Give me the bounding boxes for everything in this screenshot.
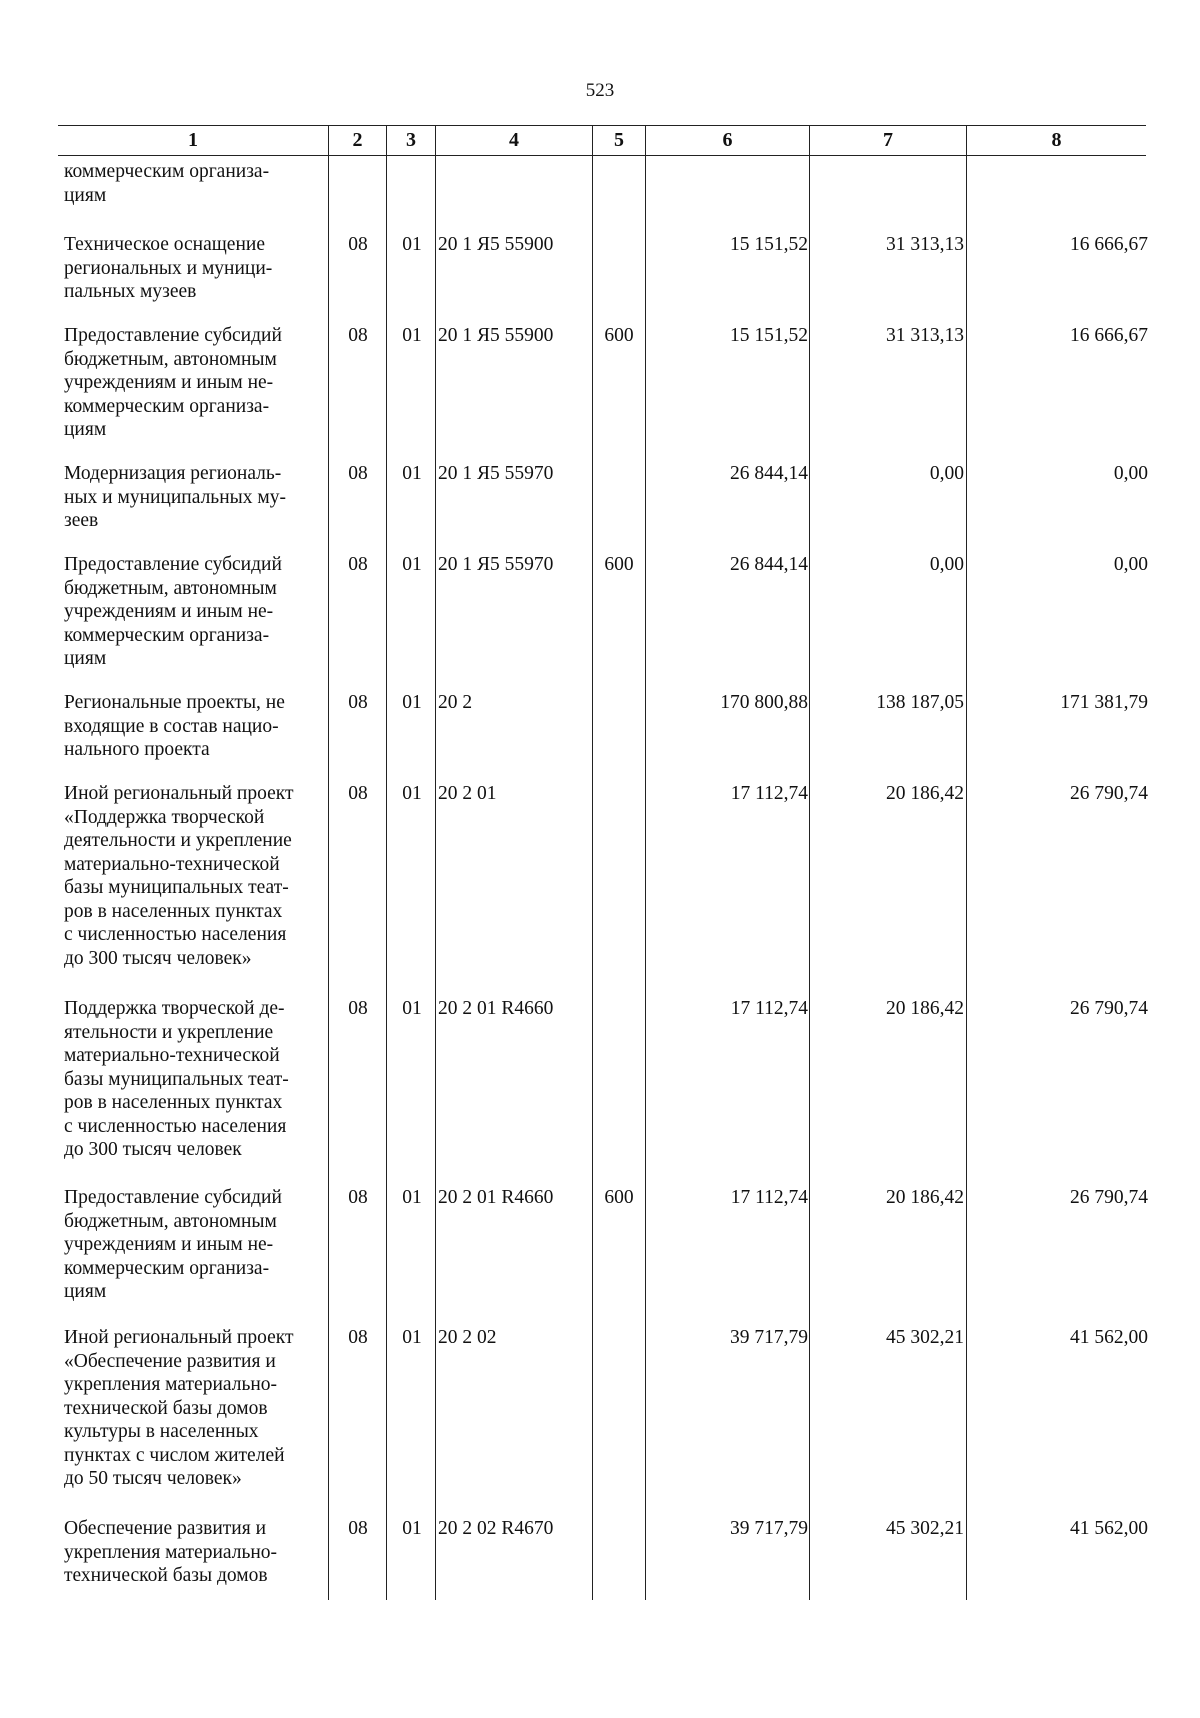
amount-col-6: 170 800,88 — [720, 692, 808, 713]
amount-col-6: 15 151,52 — [730, 325, 808, 346]
target-article-code: 20 2 01 R4660 — [438, 998, 554, 1019]
subsection-code: 01 — [402, 1327, 422, 1348]
subsection-code: 01 — [402, 463, 422, 484]
amount-col-8: 16 666,67 — [1070, 325, 1148, 346]
subsection-code: 01 — [402, 692, 422, 713]
amount-col-8: 16 666,67 — [1070, 234, 1148, 255]
column-divider — [966, 125, 967, 1600]
amount-col-7: 31 313,13 — [886, 325, 964, 346]
amount-col-6: 39 717,79 — [730, 1327, 808, 1348]
amount-col-6: 15 151,52 — [730, 234, 808, 255]
column-header: 4 — [509, 129, 519, 151]
amount-col-6: 17 112,74 — [730, 1187, 808, 1208]
amount-col-8: 41 562,00 — [1070, 1327, 1148, 1348]
target-article-code: 20 1 Я5 55970 — [438, 554, 554, 575]
amount-col-7: 31 313,13 — [886, 234, 964, 255]
amount-col-6: 26 844,14 — [730, 463, 808, 484]
column-header: 6 — [722, 129, 733, 151]
amount-col-6: 17 112,74 — [730, 998, 808, 1019]
column-divider — [809, 125, 810, 1600]
section-code: 08 — [348, 1187, 368, 1208]
row-description: Модернизация региональ- ных и муниципальных му- зеев — [64, 463, 286, 531]
column-divider — [386, 125, 387, 1600]
column-divider — [645, 125, 646, 1600]
row-description: Поддержка творческой де- ятельности и укрепление материально-технической базы муниципальных теат- ров в населенных пунктах с численностью населения до 300 тысяч человек — [64, 998, 289, 1160]
amount-col-7: 45 302,21 — [886, 1327, 964, 1348]
column-header: 1 — [188, 129, 198, 151]
section-code: 08 — [348, 783, 368, 804]
column-header: 7 — [883, 129, 893, 151]
row-description: коммерческим организа- циям — [64, 161, 270, 206]
amount-col-7: 0,00 — [929, 554, 964, 575]
subsection-code: 01 — [402, 998, 422, 1019]
amount-col-7: 20 186,42 — [886, 998, 964, 1019]
amount-col-7: 138 187,05 — [876, 692, 964, 713]
section-code: 08 — [348, 325, 368, 346]
amount-col-7: 45 302,21 — [886, 1518, 964, 1539]
column-divider — [328, 125, 329, 1600]
row-description: Иной региональный проект «Поддержка творческой деятельности и укрепление материально-технической базы муниципальных теат- ров в населенных пунктах с численностью населения до 300 тысяч человек» — [64, 783, 294, 969]
subsection-code: 01 — [402, 1518, 422, 1539]
expense-type-code: 600 — [604, 1187, 634, 1208]
row-description: Обеспечение развития и укрепления материально- технической базы домов — [64, 1518, 278, 1586]
column-header: 3 — [406, 129, 416, 151]
amount-col-7: 20 186,42 — [886, 783, 964, 804]
target-article-code: 20 1 Я5 55900 — [438, 234, 554, 255]
section-code: 08 — [348, 1518, 368, 1539]
expense-type-code: 600 — [604, 554, 634, 575]
target-article-code: 20 2 02 — [438, 1327, 497, 1348]
page-number: 523 — [585, 80, 615, 101]
subsection-code: 01 — [402, 325, 422, 346]
amount-col-8: 26 790,74 — [1070, 998, 1148, 1019]
amount-col-8: 41 562,00 — [1070, 1518, 1148, 1539]
section-code: 08 — [348, 692, 368, 713]
subsection-code: 01 — [402, 1187, 422, 1208]
target-article-code: 20 1 Я5 55970 — [438, 463, 554, 484]
amount-col-8: 0,00 — [1113, 554, 1148, 575]
amount-col-8: 0,00 — [1113, 463, 1148, 484]
column-header: 2 — [352, 129, 363, 151]
target-article-code: 20 1 Я5 55900 — [438, 325, 554, 346]
amount-col-6: 17 112,74 — [730, 783, 808, 804]
table-header-bottom-border — [58, 155, 1146, 156]
section-code: 08 — [348, 463, 368, 484]
row-description: Предоставление субсидий бюджетным, автономным учреждениям и иным не- коммерческим организа- циям — [64, 325, 282, 440]
amount-col-8: 171 381,79 — [1060, 692, 1148, 713]
amount-col-6: 39 717,79 — [730, 1518, 808, 1539]
subsection-code: 01 — [402, 554, 422, 575]
section-code: 08 — [348, 998, 368, 1019]
amount-col-7: 0,00 — [929, 463, 964, 484]
row-description: Региональные проекты, не входящие в состав нацио- нального проекта — [64, 692, 285, 760]
target-article-code: 20 2 01 R4660 — [438, 1187, 554, 1208]
amount-col-7: 20 186,42 — [886, 1187, 964, 1208]
amount-col-8: 26 790,74 — [1070, 1187, 1148, 1208]
column-header: 8 — [1051, 129, 1062, 151]
target-article-code: 20 2 02 R4670 — [438, 1518, 554, 1539]
column-header: 5 — [614, 129, 624, 151]
section-code: 08 — [348, 1327, 368, 1348]
column-divider — [592, 125, 593, 1600]
target-article-code: 20 2 — [438, 692, 473, 713]
row-description: Предоставление субсидий бюджетным, автономным учреждениям и иным не- коммерческим организа- циям — [64, 554, 282, 669]
section-code: 08 — [348, 234, 368, 255]
subsection-code: 01 — [402, 783, 422, 804]
row-description: Иной региональный проект «Обеспечение развития и укрепления материально- технической базы домов культуры в населенных пунктах с числом жителей до 50 тысяч человек» — [64, 1327, 294, 1489]
expense-type-code: 600 — [604, 325, 634, 346]
target-article-code: 20 2 01 — [438, 783, 497, 804]
row-description: Предоставление субсидий бюджетным, автономным учреждениям и иным не- коммерческим организа- циям — [64, 1187, 282, 1302]
amount-col-6: 26 844,14 — [730, 554, 808, 575]
row-description: Техническое оснащение региональных и муници- пальных музеев — [64, 234, 273, 302]
subsection-code: 01 — [402, 234, 422, 255]
amount-col-8: 26 790,74 — [1070, 783, 1148, 804]
section-code: 08 — [348, 554, 368, 575]
